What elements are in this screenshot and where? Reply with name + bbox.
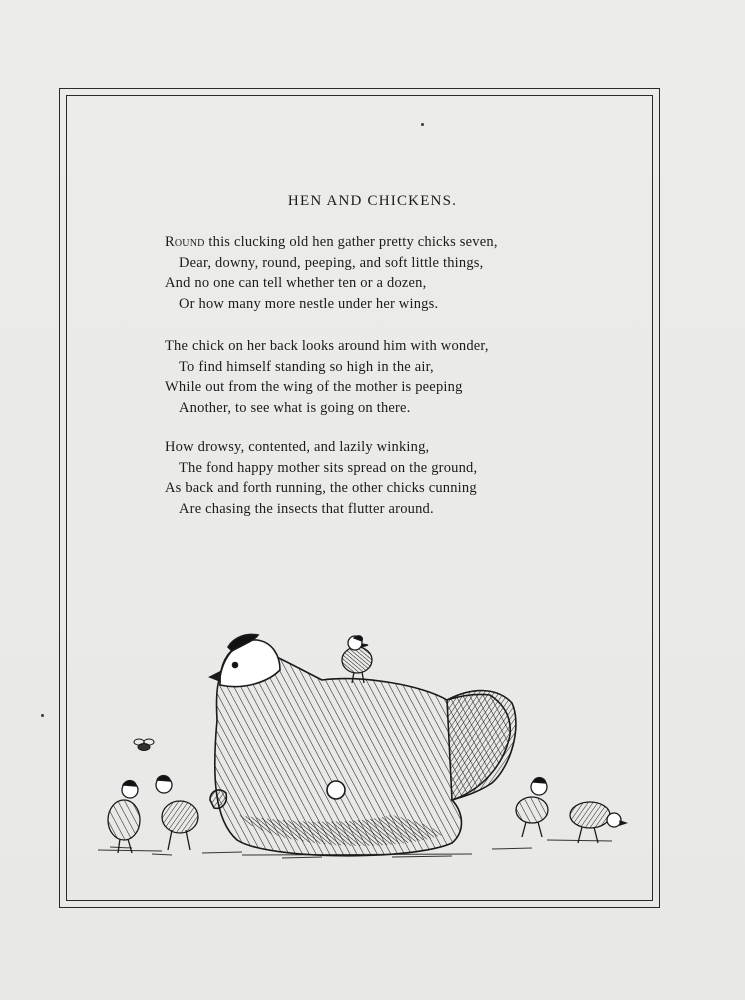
poem-line: Are chasing the insects that flutter around.: [179, 501, 434, 518]
stanza-3: [165, 437, 605, 520]
poem-line: Or how many more nestle under her wings.: [179, 296, 439, 313]
poem-line: The fond happy mother sits spread on the ground,: [179, 459, 478, 476]
chick-on-back: [342, 636, 372, 683]
poem-line: Another, to see what is going on there.: [179, 400, 411, 417]
chick-left-1: [108, 781, 140, 853]
poem-line: How drowsy, contented, and lazily winking,: [165, 439, 430, 455]
poem-line: And no one can tell whether ten or a dozen,: [165, 275, 427, 292]
poem-line-text: this clucking old hen gather pretty chicks seven,: [204, 234, 498, 250]
poem-line: Dear, downy, round, peeping, and soft little things,: [179, 254, 484, 271]
bee: [134, 739, 154, 751]
chick-right-1: [516, 778, 548, 837]
chick-right-2: [570, 802, 626, 843]
poem-line: While out from the wing of the mother is peeping: [165, 379, 463, 396]
poem-line: As back and forth running, the other chicks cunning: [165, 480, 477, 497]
poem-line: [165, 232, 605, 253]
print-speck: [41, 714, 44, 717]
poem-first-word: Round: [165, 234, 205, 250]
poem-line: To find himself standing so high in the air,: [179, 358, 434, 375]
stanza-2: [165, 336, 605, 419]
chick-left-2: [156, 776, 198, 850]
stanza-1: [165, 232, 605, 315]
print-speck: [421, 123, 424, 126]
poem-line: The chick on her back looks around him with wonder,: [165, 338, 489, 354]
poem-title: HEN AND CHICKENS.: [287, 193, 458, 209]
hen-and-chicks-illustration: [92, 625, 632, 865]
